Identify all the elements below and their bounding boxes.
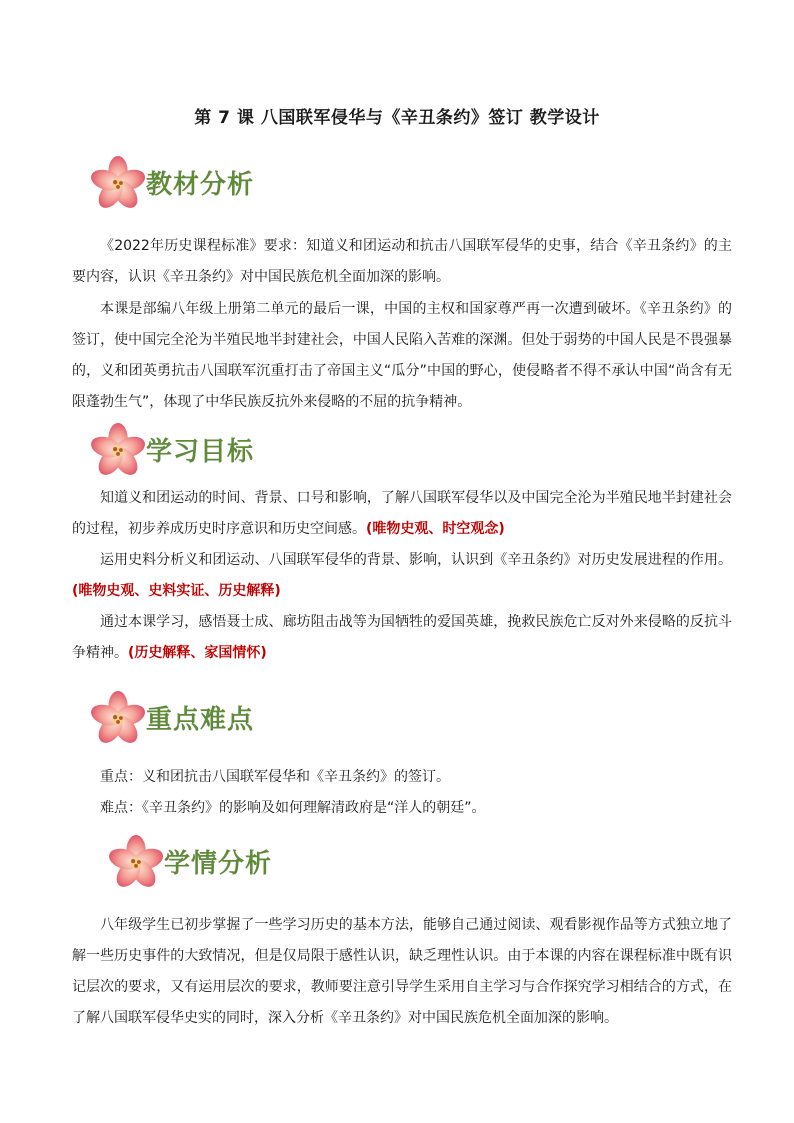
heading-text: 学情分析 (164, 849, 273, 879)
difficult-point: 难点：《辛丑条约》的影响及如何理解清政府是“洋人的朝廷”。 (100, 800, 486, 816)
students-paragraph: 八年级学生已初步掌握了一些学习历史的基本方法，能够自己通过阅读、观看影视作品等方式独立地了解一些历史事件的大致情况，但是仅局限于感性认识，缺乏理性认识。由于本课的内容在课程标准中既有识记层次的要求，又有运用层次的要求，教师要注意引导学生采用自主学习与合作探究学习相结合的方式，在了解八国联军侵华史实的同时，深入分析《辛丑条约》对中国民族危机全面加深的影响。 (72, 917, 732, 1026)
goal-item-1 (72, 483, 732, 545)
goal-tag: (唯物史观、史料实证、历史解释) (72, 583, 281, 599)
heading-text: 学习目标 (146, 437, 255, 467)
goal-tag: (历史解释、家国情怀) (128, 645, 267, 661)
section-heading-students (106, 834, 326, 894)
blossom-icon (88, 155, 150, 213)
key-point: 重点：义和团抗击八国联军侵华和《辛丑条约》的签订。 (100, 769, 450, 785)
blossom-icon (88, 422, 150, 480)
page-title: 第 7 课 八国联军侵华与《辛丑条约》签订 教学设计 (194, 108, 600, 128)
goal-item-3 (72, 607, 732, 669)
analysis-paragraph-2: 本课是部编八年级上册第二单元的最后一课，中国的主权和国家尊严再一次遭到破坏。《辛丑条约》的签订，使中国完全沦为半殖民地半封建社会，中国人民陷入苦难的深渊。但处于弱势的中国人民是不畏强暴的，义和团英勇抗击八国联军沉重打击了帝国主义“瓜分”中国的野心，使侵略者不得不承认中国“尚含有无限蓬勃生气”，体现了中华民族反抗外来侵略的不屈的抗争精神。 (72, 301, 732, 410)
goal-text: 通过本课学习，感悟聂士成、廊坊阻击战等为国牺牲的爱国英雄，挽救民族危亡反对外来侵略的反抗斗争精神。 (72, 614, 732, 661)
goal-text: 运用史料分析义和团运动、八国联军侵华的背景、影响，认识到《辛丑条约》对历史发展进程的作用。 (100, 552, 732, 568)
goal-text: 知道义和团运动的时间、背景、口号和影响，了解八国联军侵华以及中国完全沦为半殖民地半封建社会的过程，初步养成历史时序意识和历史空间感。 (72, 490, 732, 537)
blossom-icon (106, 834, 168, 892)
blossom-icon (88, 690, 150, 748)
section-heading-goals (88, 422, 308, 482)
section-heading-analysis (88, 155, 308, 215)
section-heading-keypoints (88, 690, 308, 750)
analysis-paragraph-1: 《2022年历史课程标准》要求：知道义和团运动和抗击八国联军侵华的史事，结合《辛丑条约》的主要内容，认识《辛丑条约》对中国民族危机全面加深的影响。 (72, 238, 732, 285)
goal-tag: (唯物史观、时空观念) (366, 521, 505, 537)
heading-text: 重点难点 (146, 705, 255, 735)
heading-text: 教材分析 (146, 170, 255, 200)
goal-item-2 (72, 545, 732, 607)
